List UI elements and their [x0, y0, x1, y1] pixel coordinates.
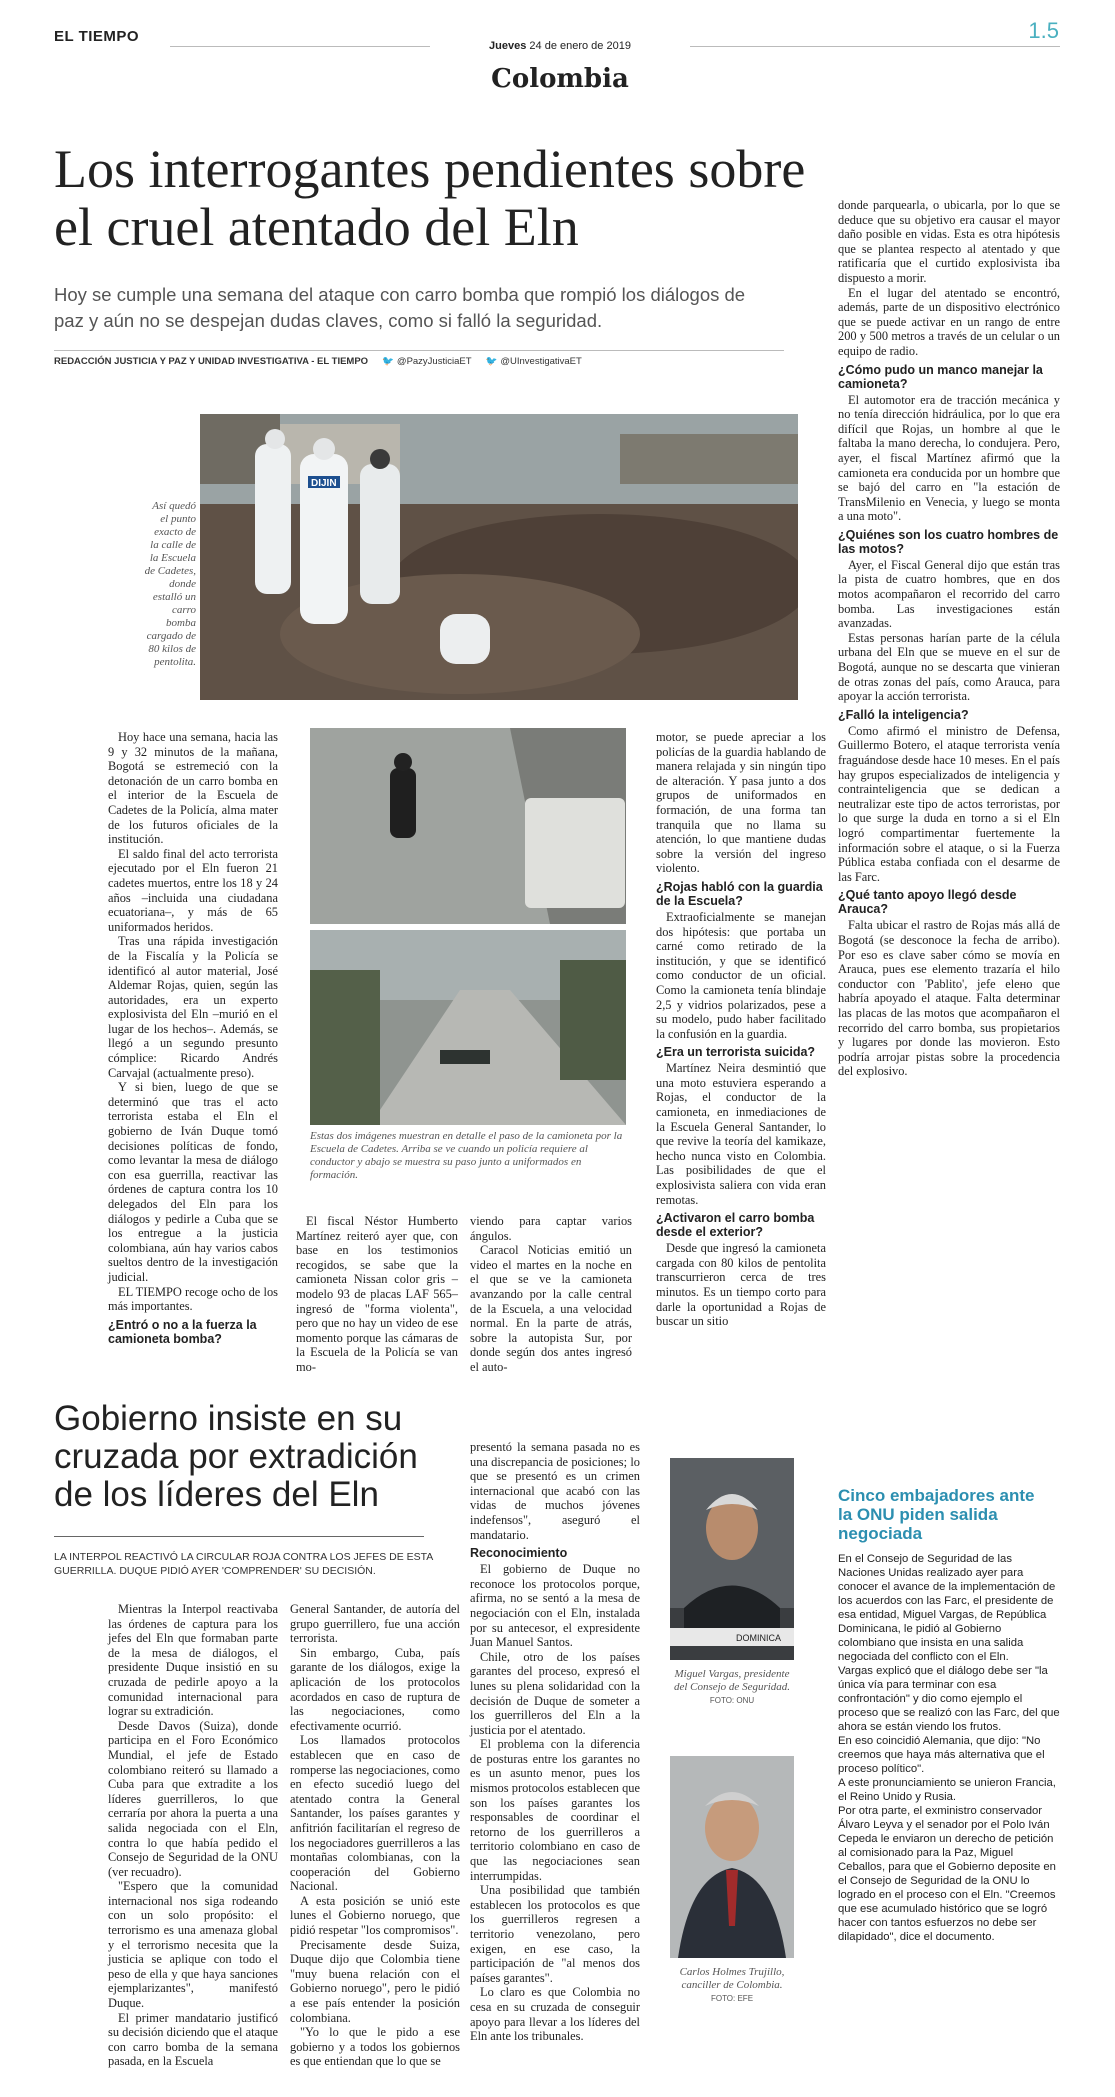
subhead: ¿Quiénes son los cuatro hombres de las motos?	[838, 527, 1059, 556]
paragraph: Por otra parte, el exministro conservador Álvaro Leyva y el senador por el Polo Iván Cepeda le enviaron un derecho de petición al comisionado para la Paz, Miguel Ceballos, para que el Gobierno deposite en el Consejo de Seguridad de la ONU lo logrado en el proceso con el Eln. "Creemos que ese acumulado histórico que se logró hacer con tantos esfuerzos no debe ser dilapidado", dice el documento.	[838, 1805, 1056, 1943]
paragraph: El problema con la diferencia de posturas entre los garantes no es un asunto menor, pues los mismos protocolos establecen que son los países garantes los responsables de coordinar el retorno de los guerrilleros a territorio colombiano en caso de que las negociaciones sean interrumpidas.	[470, 1737, 640, 1883]
paragraph: Desde Davos (Suiza), donde participa en el Foro Económico Mundial, el jefe de Estado colombiano reiteró su llamado a Cuba para que extradite a los líderes guerrilleros, lo que cerraría por ahora la puerta a una salida negociada con el Eln, contra lo que había pedido el Consejo de Seguridad de la ONU (ver recuadro).	[108, 1718, 278, 1879]
paragraph: En eso coincidió Alemania, que dijo: "No creemos que haya más alternativa que el proceso político".	[838, 1735, 1045, 1775]
subhead: ¿Cómo pudo un manco manejar la camioneta?	[838, 362, 1043, 391]
paragraph: EL TIEMPO recoge ocho de los más importantes.	[108, 1284, 278, 1314]
paragraph: El primer mandatario justificó su decisión diciendo que el ataque con carro bomba de la semana pasada, en la Escuela	[108, 2010, 278, 2069]
story1-column-4	[656, 730, 826, 1329]
paragraph: Una posibilidad que también establecen los protocolos es que los guerrilleros regresen a territorio venezolano, pero exigen, en ese caso, la participación de "al menos dos países garantes".	[470, 1883, 640, 1985]
masthead-rule-right	[690, 46, 1060, 47]
story1-column-2	[296, 1214, 458, 1375]
sidebar-title: Cinco embajadores ante la ONU piden salida negociada	[838, 1486, 1035, 1543]
subhead: ¿Qué tanto apoyo llegó desde Arauca?	[838, 888, 1017, 917]
paragraph: "Yo lo que le pido a ese gobierno y a todos los gobiernos es que entiendan que lo que se	[290, 2025, 460, 2069]
dominica-nameplate: DOMINICA	[736, 1633, 781, 1643]
paragraph: Tras una rápida investigación de la Fiscalía y la Policía se identificó al autor material, José Aldemar Rojas, quien, según las autoridades, era un experto explosivista del Eln –murió en el lugar de los hechos–. Además, se llegó a un segundo presunto cómplice: Ricardo Andrés Carvajal (actualmente preso).	[108, 934, 278, 1080]
issue-date: Jueves 24 de enero de 2019	[489, 40, 631, 52]
section-title: Colombia	[491, 64, 629, 94]
headline-2: Gobierno insiste en su cruzada por extradición de los líderes del Eln	[54, 1399, 418, 1514]
story2-column-2	[290, 1602, 460, 2069]
paragraph: motor, se puede apreciar a los policías de la guardia hablando de manera relajada y sin ningún tipo de alteración. Y pasa junto a dos grupos de uniformados en formación, de una forma tan tranquila que no llama su atención, lo que mantiene dudas sobre la versión del ingreso violento.	[656, 730, 826, 876]
paragraph: En el Consejo de Seguridad de las Naciones Unidas realizado ayer para conocer el avance de la implementación de los acuerdos con las Farc, el presidente de esa entidad, Miguel Vargas, de República Dominicana, le pidió al Gobierno colombiano que insista en una salida negociada del conflicto con el Eln.	[838, 1553, 1056, 1663]
sidebar-text	[838, 1552, 1060, 1944]
subheadline: Hoy se cumple una semana del ataque con carro bomba que rompió los diálogos de paz y aún no se despejan dudas claves, como si falló la seguridad.	[54, 284, 746, 331]
subhead: ¿Activaron el carro bomba desde el exterior?	[656, 1211, 815, 1240]
main-photo-caption: Así quedó el punto exacto de la calle de la Escuela de Cadetes, donde estalló un carro bomba cargado de 80 kilos de pentolita.	[144, 500, 196, 668]
paragraph: Vargas explicó que el diálogo debe ser "la única vía para terminar con esa confrontación" y dio como ejemplo el proceso que se realizó con las Farc, del que ahora se están viendo los frutos.	[838, 1665, 1060, 1733]
paragraph: El gobierno de Duque no reconoce los protocolos porque, afirma, no se sentó a la mesa de negociación con el Eln, instalada por su antecesor, el expresidente Juan Manuel Santos.	[470, 1562, 640, 1650]
paragraph: Los llamados protocolos establecen que en caso de romperse las negociaciones, como en efecto sucedió luego del atentado contra la General Santander, los países garantes y anfitrión facilitarían el regreso de los negociadores guerrilleros a las montañas colombianas, con la cooperación del Gobierno Nacional.	[290, 1733, 460, 1894]
paragraph: Extraoficialmente se manejan dos hipótesis: que portaba un carné como retirado de la institución, y que se identificó como conductor de un oficial. Como la camioneta tenía blindaje 2,5 y vidrios polarizados, pese a su modelo, pudo haber facilitado la confusión en la guardia.	[656, 909, 826, 1041]
paragraph: viendo para captar varios ángulos.	[470, 1214, 632, 1243]
paragraph: El saldo final del acto terrorista ejecutado por el Eln fueron 21 cadetes muertos, entre los 18 y 24 años –incluida una ciudadana ecuatoriana–, y más de 65 uniformados heridos.	[108, 846, 278, 934]
paragraph: "Espero que la comunidad internacional nos siga rodeando con un solo propósito: el terrorismo es una amenaza global y el terrorismo necesita que la justicia se aplique con todo el peso de ella y que haya sanciones ejemplarizantes", manifestó Duque.	[108, 1879, 278, 2011]
paragraph: Lo claro es que Colombia no cesa en su cruzada de conseguir apoyo para llevar a los líderes del Eln ante los tribunales.	[470, 1985, 640, 2044]
paragraph: En el lugar del atentado se encontró, además, parte de un dispositivo electrónico que se puede activar en un rango de entre 200 y 500 metros a través de un celular o un equipo de radio.	[838, 285, 1060, 358]
paragraph: General Santander, de autoría del grupo guerrillero, fue una acción terrorista.	[290, 1602, 460, 1646]
paragraph: donde parquearla, o ubicarla, por lo que se deduce que su objetivo era causar el mayor daño posible en vidas. Esta es otra hipótesis que se plantea respecto al atentado y que ratificaría que el curtido explosivista iba dispuesto a morir.	[838, 198, 1060, 285]
photo2-credit: FOTO: EFE	[710, 1994, 754, 2003]
story1-column-1	[108, 730, 278, 1348]
photos-caption: Estas dos imágenes muestran en detalle el paso de la camioneta por la Escuela de Cadetes. Arriba se ve cuando un policía requiere al conductor y abajo se muestra su paso junto a uniformados en formación.	[310, 1130, 623, 1181]
photo-uniformed-formation	[310, 930, 626, 1125]
story1-column-3	[470, 1214, 632, 1375]
paragraph: Como afirmó el ministro de Defensa, Guillermo Botero, el ataque terrorista venía fraguándose desde hace 10 meses. En el país hay grupos especializados de inteligencia y contrainteligencia que se dedican a neutralizar este tipo de actos terroristas, por lo que surge la duda en torno a si el Eln logró compartimentar fuertemente la información sobre el ataque, o si la Fuerza Pública estaba confiada con el desarme de las Farc.	[838, 723, 1060, 884]
paragraph: Martínez Neira desmintió que una moto estuviera esperando a Rojas, el conductor de la camioneta, en inmediaciones de la Escuela General Santander, lo que revive la teoría del kamikaze, hecho nunca visto en Colombia. Las posibilidades de que el explosivista saliera con vida eran remotas.	[656, 1061, 826, 1207]
paragraph: Ayer, el Fiscal General dijo que están tras la pista de cuatro hombres, que en dos motos acompañaron el recorrido del carro bomba. Las investigaciones están avanzadas.	[838, 557, 1060, 631]
paragraph: El automotor era de tracción mecánica y no tenía dirección hidráulica, por lo que era difícil que Rojas, un hombre al que le faltaba la mano derecha, lo condujera. Pero, ayer, el fiscal Martínez afirmó que la camioneta era conducida por un hombre que se bajó del carro en "la estación de TransMilenio en Venecia, y luego se monta a una moto".	[838, 392, 1060, 524]
paragraph: Falta ubicar el rastro de Rojas más allá de Bogotá (se desconoce la fecha de arribo). Por eso es clave saber cómo se movía en Arauca, pues ese elemento trazaría el hilo conductor con 'Pablito', jefe elено que habría apoyado el ataque. Falta determinar las placas de las motos que acompañaron el recorrido del carro bomba, sus propietarios y lugares por donde las movieron. Esto podría arrojar pistas sobre la procedencia del explosivo.	[838, 918, 1060, 1079]
paragraph: Estas personas harían parte de la célula urbana del Eln que se mueve en el sur de Bogotá, aunque no se descarta que vinieran de otras zonas del país, como Arauca, para apoyar la acción terrorista.	[838, 630, 1060, 704]
twitter-handle-2[interactable]: 🐦 @UInvestigativaET	[485, 356, 582, 367]
byline-rule	[54, 350, 784, 351]
subhead: ¿Era un terrorista suicida?	[656, 1045, 816, 1060]
byline-text: REDACCIÓN JUSTICIA Y PAZ Y UNIDAD INVESTIGATIVA - EL TIEMPO	[54, 356, 369, 367]
twitter-icon: 🐦	[485, 356, 498, 367]
twitter-handle-1[interactable]: 🐦 @PazyJusticiaET	[382, 356, 472, 367]
story1-column-5	[838, 198, 1060, 1079]
subhead: ¿Rojas habló con la guardia de la Escuela?	[656, 879, 823, 908]
subhead: ¿Falló la inteligencia?	[838, 707, 969, 722]
paragraph: Chile, otro de los países garantes del proceso, expresó el lunes su plena solidaridad con la decisión de Duque de someter a los guerrilleros del Eln a la justicia por el atentado.	[470, 1649, 640, 1737]
photo-police-check	[310, 728, 626, 924]
masthead-rule-left	[170, 46, 430, 47]
paragraph: Mientras la Interpol reactivaba las órdenes de captura para los jefes del Eln que formaban parte de la mesa de diálogos, el presidente Duque insistió en su cruzada de pedirle apoyo a la comunidad internacional para lograr su extradición.	[108, 1602, 278, 1719]
subhead: Reconocimiento	[470, 1546, 568, 1561]
story2-column-3	[470, 1440, 640, 2044]
photo-carlos-holmes	[670, 1756, 794, 1958]
paragraph: Sin embargo, Cuba, país garante de los diálogos, exige la aplicación de los protocolos acordados en caso de ruptura de las negociaciones, como efectivamente ocurrió.	[290, 1645, 460, 1733]
dijin-label: DIJIN	[311, 478, 337, 489]
photo1-credit: FOTO: ONU	[709, 1696, 755, 1705]
paragraph: A este pronunciamiento se unieron Francia, el Reino Unido y Rusia.	[838, 1777, 1056, 1803]
photo1-caption: Miguel Vargas, presidente del Consejo de Seguridad. FOTO: ONU	[673, 1668, 791, 1705]
headline: Los interrogantes pendientes sobre el cruel atentado del Eln	[54, 139, 806, 257]
paragraph: Caracol Noticias emitió un video el martes en la noche en el que se ve la camioneta avanzando por la calle central de la Escuela, a una velocidad normal. En la parte de atrás, sobre la autopista Sur, por donde según dos antes ingresó el auto-	[470, 1243, 632, 1374]
paragraph: A esta posición se unió este lunes el Gobierno noruego, que pidió respetar "los compromisos".	[290, 1893, 460, 1938]
twitter-icon: 🐦	[382, 356, 394, 367]
paragraph: presentó la semana pasada no es una discrepancia de posiciones; lo que se presentó es un crimen internacional que acabó con las vidas de muchos jóvenes indefensos", aseguró el mandatario.	[470, 1440, 640, 1542]
paragraph: Precisamente desde Suiza, Duque dijo que Colombia tiene "muy buena relación con el Gobierno noruego", pero le pidió a ese país entender la posición colombiana.	[290, 1937, 460, 2025]
photo2-caption: Carlos Holmes Trujillo, canciller de Colombia. FOTO: EFE	[679, 1966, 785, 2003]
main-photo	[200, 414, 798, 700]
photo-miguel-vargas	[670, 1458, 794, 1660]
paragraph: Y si bien, luego de que se determinó que tras el acto terrorista estaba el Eln el gobierno de Iván Duque tomó decisiones políticas de fondo, como levantar la mesa de diálogo con esa guerrilla, reactivar las órdenes de captura contra los 10 delegados del Eln para los diálogos y pedirle a Cuba que se los entregue a la justicia colombiana, aún hay varios cabos sueltos dentro de la investigación judicial.	[108, 1080, 278, 1284]
story2-rule	[54, 1536, 424, 1537]
subheadline-2: LA INTERPOL REACTIVÓ LA CIRCULAR ROJA CONTRA LOS JEFES DE ESTA GUERRILLA. DUQUE PIDIÓ AYER 'COMPRENDER' SU DECISIÓN.	[54, 1551, 433, 1577]
paragraph: Desde que ingresó la camioneta cargada con 80 kilos de pentolita transcurrieron cerca de tres minutos. Es un tiempo corto para darle la oportunidad a Rojas de buscar un sitio	[656, 1241, 826, 1329]
newspaper-name: EL TIEMPO	[54, 28, 140, 45]
subhead: ¿Entró o no a la fuerza la camioneta bomba?	[108, 1317, 257, 1346]
paragraph: El fiscal Néstor Humberto Martínez reiteró ayer que, con base en los testimonios recogidos, se sabe que la camioneta Nissan color gris –modelo 93 de placas LAF 565– ingresó de "forma violenta", pero que no hay un video de ese momento porque las cámaras de la Escuela de la Policía se van mo-	[296, 1214, 458, 1374]
byline	[54, 356, 784, 367]
page-number: 1.5	[1028, 18, 1059, 43]
paragraph: Hoy hace una semana, hacia las 9 y 32 minutos de la mañana, Bogotá se estremeció con la detonación de un carro bomba en el interior de la Escuela de Cadetes de la Policía, alma mater de los futuros oficiales de la institución.	[108, 730, 278, 847]
story2-column-1	[108, 1602, 278, 2069]
